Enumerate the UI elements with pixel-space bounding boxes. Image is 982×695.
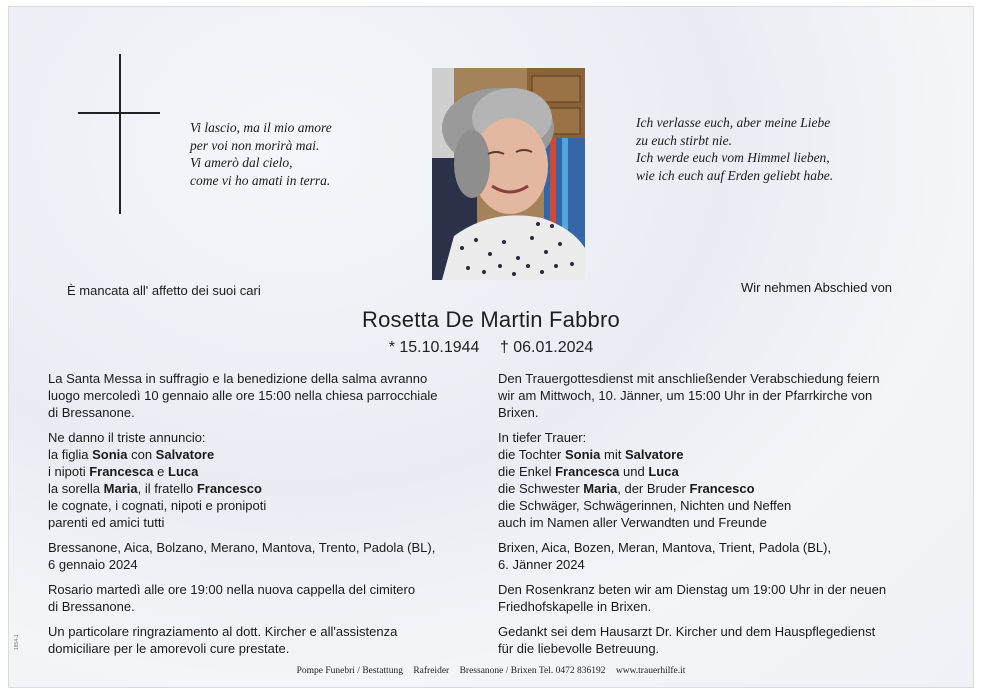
footer-owner: Rafreider [413, 666, 450, 676]
mourner-grandchildren: die Enkel Francesca und Luca [498, 464, 679, 479]
verse-line: Vi amerò dal cielo, [190, 155, 293, 170]
verse-german [636, 114, 833, 184]
rosary-info: Rosario martedì alle ore 19:00 nella nuova cappella del cimitero di Bressanone. [48, 582, 416, 614]
portrait-photo [432, 68, 585, 280]
birth-date: * 15.10.1944 [388, 339, 480, 356]
mourners-list: In tiefer Trauer: die Tochter Sonia mit Salvatore die Enkel Francesca und Luca die Schwester Maria, der Bruder Francesco die Schwäger, Schwägerinnen, Nichten und Neffen auch im Namen aller Verwandten und Freunde [498, 430, 792, 530]
thanks-note: Gedankt sei dem Hausarzt Dr. Kircher und dem Hauspflegedienst für die liebevolle Betreuung. [498, 624, 876, 656]
death-date: † 06.01.2024 [499, 339, 594, 356]
verse-line: Vi lascio, ma il mio amore [190, 120, 332, 135]
mourner-siblings: die Schwester Maria, der Bruder Francesco [498, 481, 755, 496]
footer-website: www.trauerhilfe.it [615, 666, 686, 676]
mourner-siblings: la sorella Maria, il fratello Francesco [48, 481, 262, 496]
verse-line: wie ich euch auf Erden geliebt habe. [636, 167, 834, 183]
footer-company: Pompe Funebri / Bestattung [296, 666, 403, 676]
verse-line: Ich werde euch vom Himmel lieben, [636, 150, 830, 165]
verse-line: zu euch stirbt nie. [636, 132, 732, 148]
thanks-note: Un particolare ringraziamento al dott. Kircher e all'assistenza domiciliare per le amorevoli cure prestate. [48, 624, 398, 656]
verse-line: per voi non morirà mai. [190, 137, 320, 153]
mass-info: La Santa Messa in suffragio e la benedizione della salma avranno luogo mercoledì 10 gennaio alle ore 15:00 nella chiesa parrocchiale di Bressanone. [48, 371, 438, 420]
cross-icon [119, 54, 121, 214]
verse-italian [190, 119, 332, 189]
german-column [498, 370, 928, 665]
italian-column [48, 370, 478, 665]
mourner-daughter: la figlia Sonia con Salvatore [48, 447, 215, 462]
cross-icon-bar [78, 112, 160, 114]
life-dates [0, 339, 982, 357]
intro-italian: È mancata all' affetto dei suoi cari [67, 283, 261, 298]
mourner-grandchildren: i nipoti Francesca e Luca [48, 464, 199, 479]
place-date: Bressanone, Aica, Bolzano, Merano, Mantova, Trento, Padola (BL), 6 gennaio 2024 [48, 540, 436, 572]
print-code: 1854-1 [14, 634, 20, 650]
mourner-daughter: die Tochter Sonia mit Salvatore [498, 447, 684, 462]
verse-line: Ich verlasse euch, aber meine Liebe [636, 115, 831, 130]
mass-info: Den Trauergottesdienst mit anschließender Verabschiedung feiern wir am Mittwoch, 10. Jänner, um 15:00 Uhr in der Pfarrkirche von Brixen. [498, 371, 880, 420]
funeral-home-footer [0, 666, 982, 676]
intro-german: Wir nehmen Abschied von [741, 280, 893, 295]
footer-contact: Bressanone / Brixen Tel. 0472 836192 [459, 666, 606, 676]
verse-line: come vi ho amati in terra. [190, 172, 331, 188]
mourners-list: Ne danno il triste annuncio: la figlia Sonia con Salvatore i nipoti Francesca e Luca la sorella Maria, il fratello Francesco le cognate, i cognati, nipoti e pronipoti parenti ed amici tutti [48, 430, 267, 530]
deceased-name: Rosetta De Martin Fabbro [362, 307, 620, 332]
rosary-info: Den Rosenkranz beten wir am Dienstag um 19:00 Uhr in der neuen Friedhofskapelle in Brixen. [498, 582, 887, 614]
place-date: Brixen, Aica, Bozen, Meran, Mantova, Trient, Padola (BL), 6. Jänner 2024 [498, 540, 832, 572]
